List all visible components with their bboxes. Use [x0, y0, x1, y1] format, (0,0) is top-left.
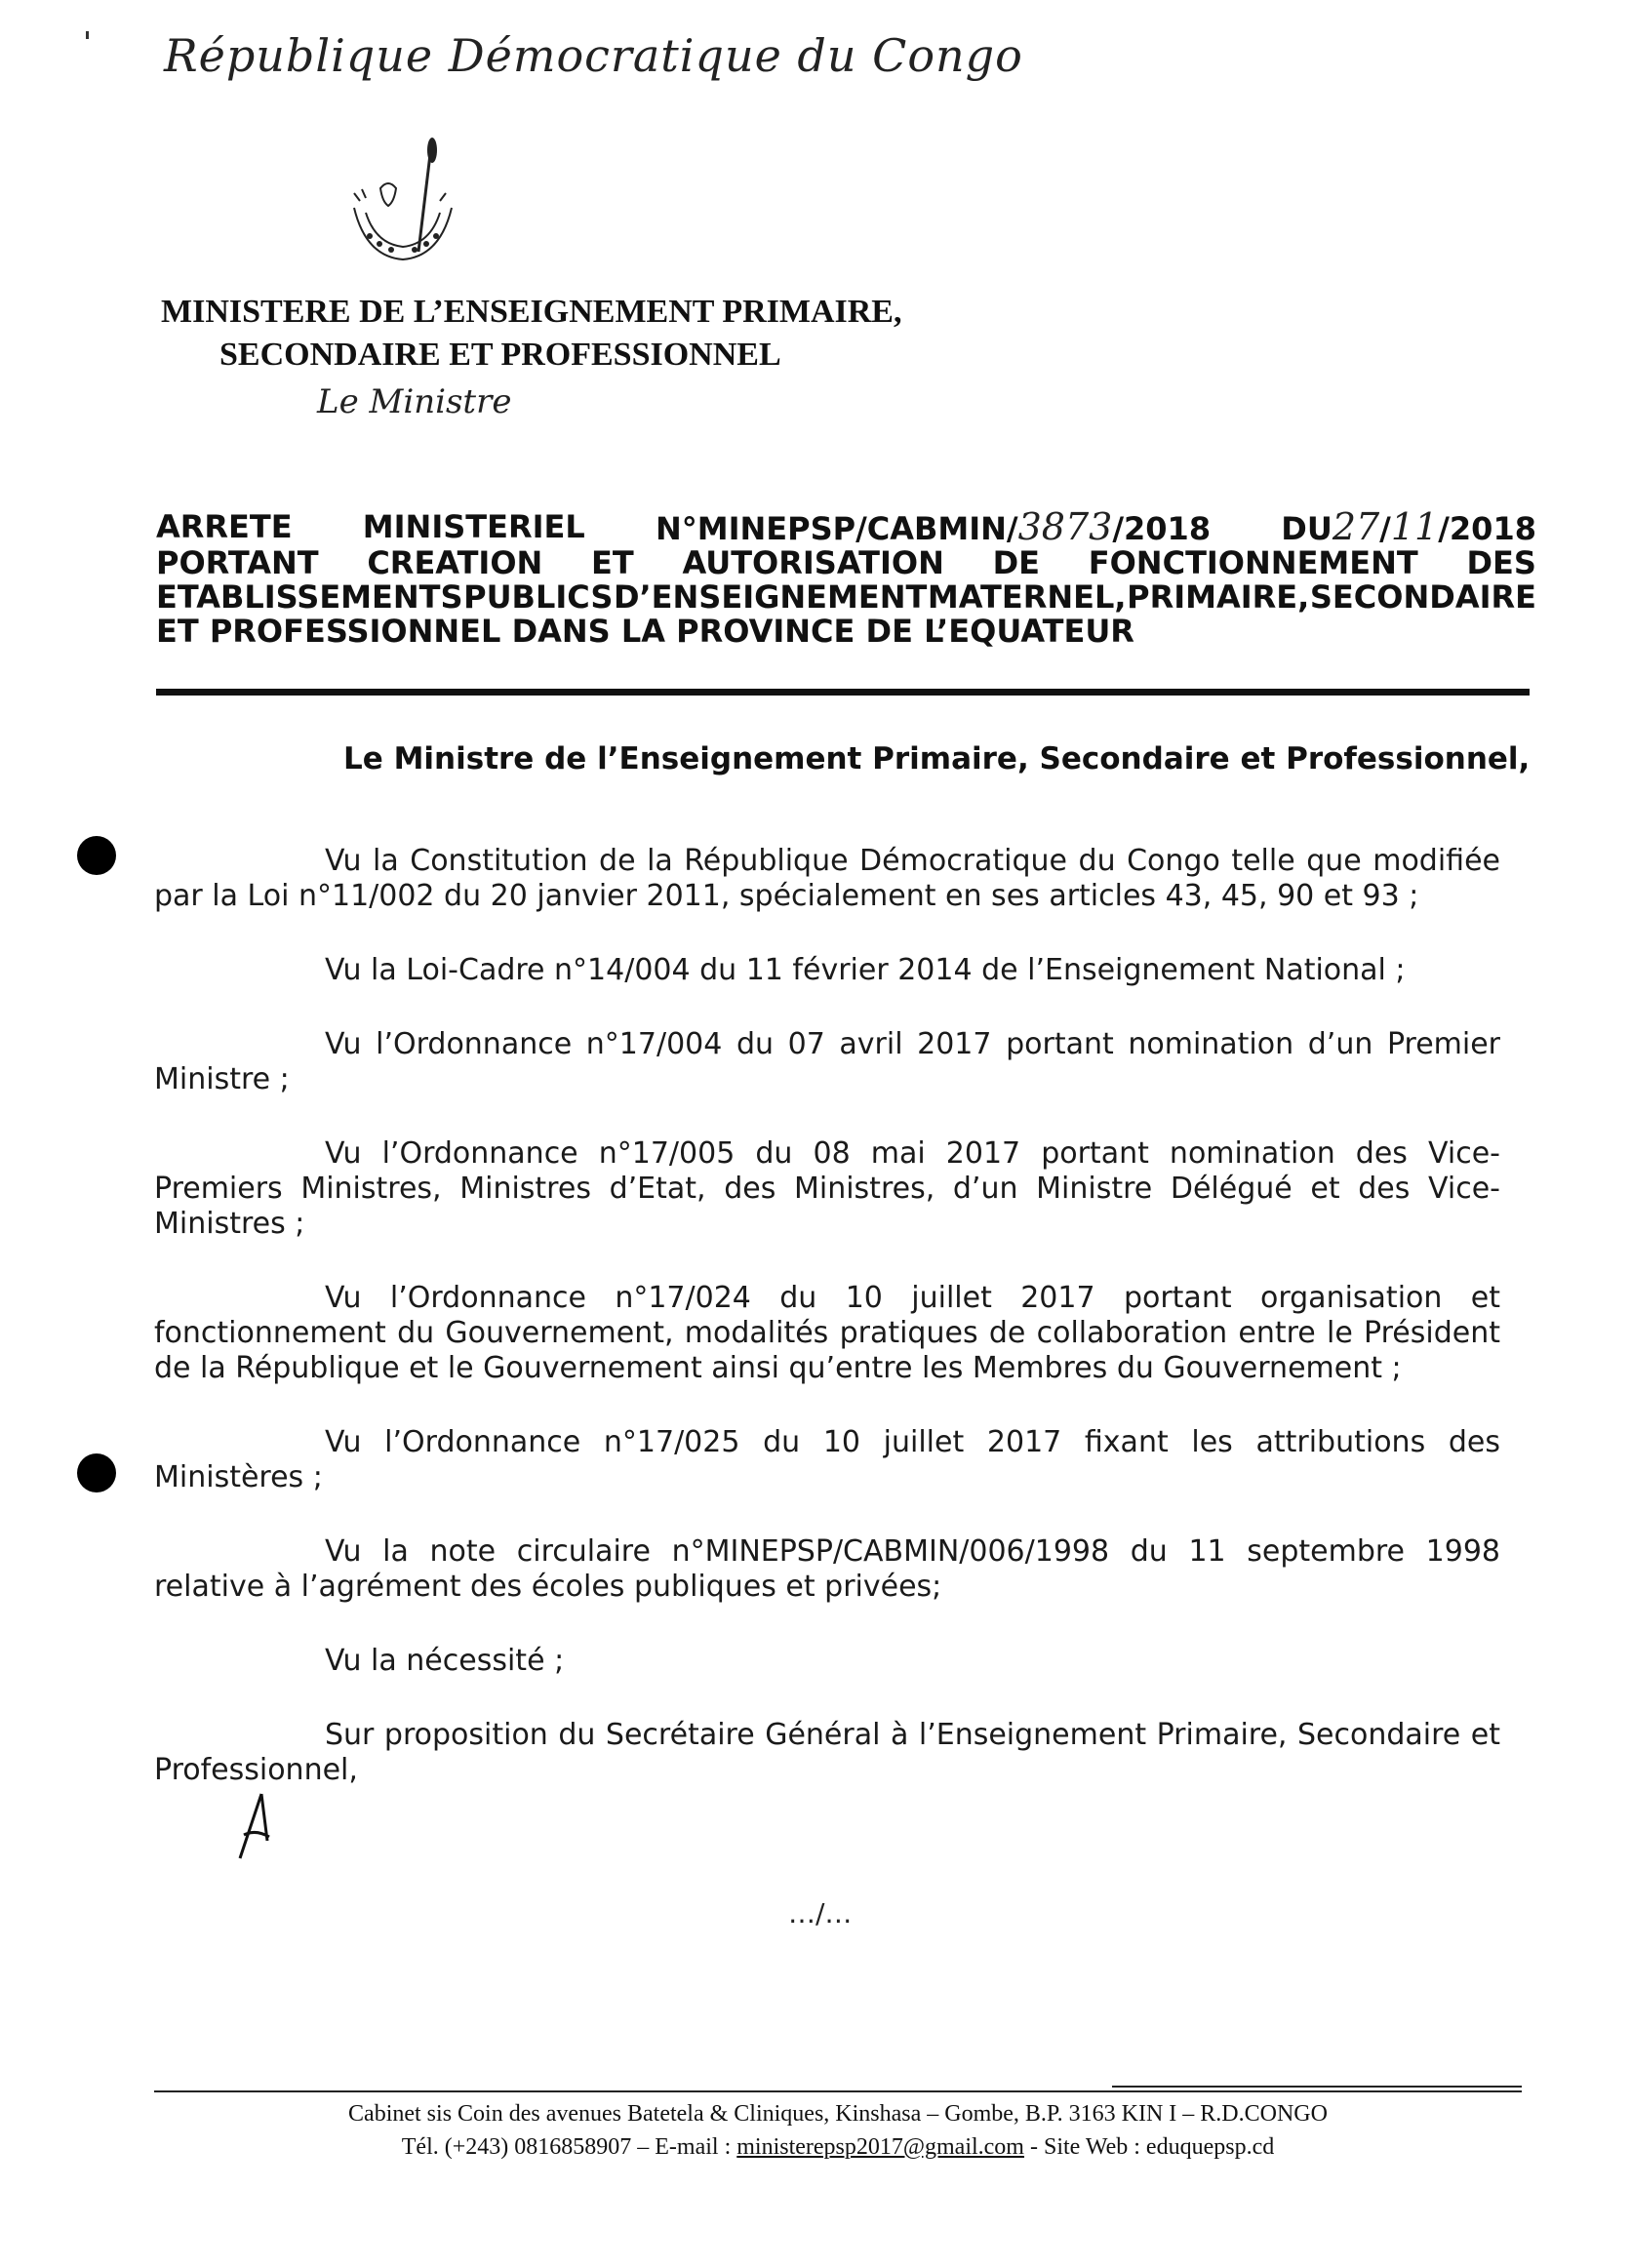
- decree-date: DU27/11/2018: [1281, 505, 1536, 548]
- date-prefix: DU: [1281, 510, 1333, 547]
- title-word: MATERNEL,: [927, 578, 1127, 616]
- handwritten-paraph-mark: [222, 1790, 281, 1863]
- reference-prefix: N°MINEPSP/CABMIN/: [655, 510, 1018, 547]
- title-divider: [156, 689, 1530, 696]
- footer-contact: [154, 2097, 1522, 2164]
- handwritten-month: 11: [1390, 505, 1439, 548]
- title-word: ET: [591, 544, 634, 581]
- preamble-body: [154, 844, 1500, 1827]
- footer-website: - Site Web : eduquepsp.cd: [1023, 2134, 1275, 2160]
- footer-contact-line: [154, 2130, 1522, 2164]
- preamble-paragraph: Vu la Constitution de la République Démocratique du Congo telle que modifiée par la Loi n°11/002 du 20 janvier 2011, spécialement en ses articles 43, 45, 90 et 93 ;: [154, 844, 1500, 913]
- title-word: PUBLICS: [463, 578, 614, 616]
- coat-of-arms-emblem: [337, 135, 468, 271]
- decree-reference: [655, 505, 1212, 548]
- preamble-paragraph: Sur proposition du Secrétaire Général à l’Enseignement Primaire, Secondaire et Professionnel,: [154, 1718, 1500, 1787]
- ministry-name-line-2: SECONDAIRE ET PROFESSIONNEL: [219, 337, 781, 373]
- title-word: ARRETE: [156, 508, 293, 545]
- preamble-paragraph: Vu la nécessité ;: [325, 1644, 565, 1678]
- reference-year: /2018: [1112, 510, 1212, 547]
- decree-title-line-3: [156, 580, 1536, 615]
- ministry-name: [161, 291, 902, 377]
- decree-title: [156, 505, 1536, 650]
- minister-heading: Le Ministre de l’Enseignement Primaire, Secondaire et Professionnel,: [343, 741, 1531, 776]
- title-line: ET PROFESSIONNEL DANS LA PROVINCE DE L’EQUATEUR: [156, 613, 1134, 650]
- title-word: ETABLISSEMENTS: [156, 578, 463, 616]
- ministry-name-line-1: MINISTERE DE L’ENSEIGNEMENT PRIMAIRE,: [161, 294, 902, 330]
- title-word: AUTORISATION: [682, 544, 944, 581]
- decree-title-line-2: [156, 546, 1536, 580]
- republic-heading: République Démocratique du Congo: [164, 29, 1023, 82]
- title-word: D’ENSEIGNEMENT: [613, 578, 928, 616]
- preamble-paragraph: Vu la Loi-Cadre n°14/004 du 11 février 2014 de l’Enseignement National ;: [325, 953, 1406, 987]
- punch-hole-mark: [77, 1453, 116, 1492]
- title-word: FONCTIONNEMENT: [1088, 544, 1418, 581]
- title-word: CREATION: [367, 544, 543, 581]
- title-word: DES: [1466, 544, 1536, 581]
- preamble-paragraph: Vu l’Ordonnance n°17/004 du 07 avril 2017 portant nomination d’un Premier Ministre ;: [154, 1027, 1500, 1096]
- le-ministre-label: Le Ministre: [317, 382, 512, 421]
- title-word: SECONDAIRE: [1309, 578, 1536, 616]
- punch-hole-mark: [77, 836, 116, 875]
- footer-email-link[interactable]: ministerepsp2017@gmail.com: [736, 2134, 1024, 2160]
- title-word: DE: [992, 544, 1040, 581]
- footer-divider: [154, 2090, 1522, 2092]
- decree-title-line-1: [156, 505, 1536, 548]
- footer-address: Cabinet sis Coin des avenues Batetela & Cliniques, Kinshasa – Gombe, B.P. 3163 KIN I – R.D.CONGO: [348, 2101, 1328, 2127]
- title-word: PORTANT: [156, 544, 319, 581]
- decree-title-line-4: [156, 615, 1536, 649]
- date-year: /2018: [1438, 510, 1536, 547]
- preamble-paragraph: Vu l’Ordonnance n°17/005 du 08 mai 2017 portant nomination des Vice-Premiers Ministres, Ministres d’Etat, des Ministres, d’un Ministre Délégué et des Vice-Ministres ;: [154, 1136, 1500, 1241]
- handwritten-day: 27: [1332, 505, 1380, 548]
- footer-divider-short: [1112, 2086, 1522, 2088]
- preamble-paragraph: Vu la note circulaire n°MINEPSP/CABMIN/006/1998 du 11 septembre 1998 relative à l’agrément des écoles publiques et privées;: [154, 1534, 1500, 1604]
- preamble-paragraph: Vu l’Ordonnance n°17/024 du 10 juillet 2017 portant organisation et fonctionnement du Gouvernement, modalités pratiques de collaboration entre le Président de la République et le Gouvernement ainsi qu’entre les Membres du Gouvernement ;: [154, 1281, 1500, 1385]
- handwritten-decree-number: 3873: [1017, 505, 1113, 548]
- page-continuation-mark: …/…: [788, 1897, 853, 1930]
- title-word: PRIMAIRE,: [1127, 578, 1310, 616]
- footer-phone: Tél. (+243) 0816858907 – E-mail :: [401, 2134, 737, 2160]
- preamble-paragraph: Vu l’Ordonnance n°17/025 du 10 juillet 2017 fixant les attributions des Ministères ;: [154, 1425, 1500, 1494]
- scan-mark: [86, 31, 89, 39]
- title-word: MINISTERIEL: [362, 508, 585, 545]
